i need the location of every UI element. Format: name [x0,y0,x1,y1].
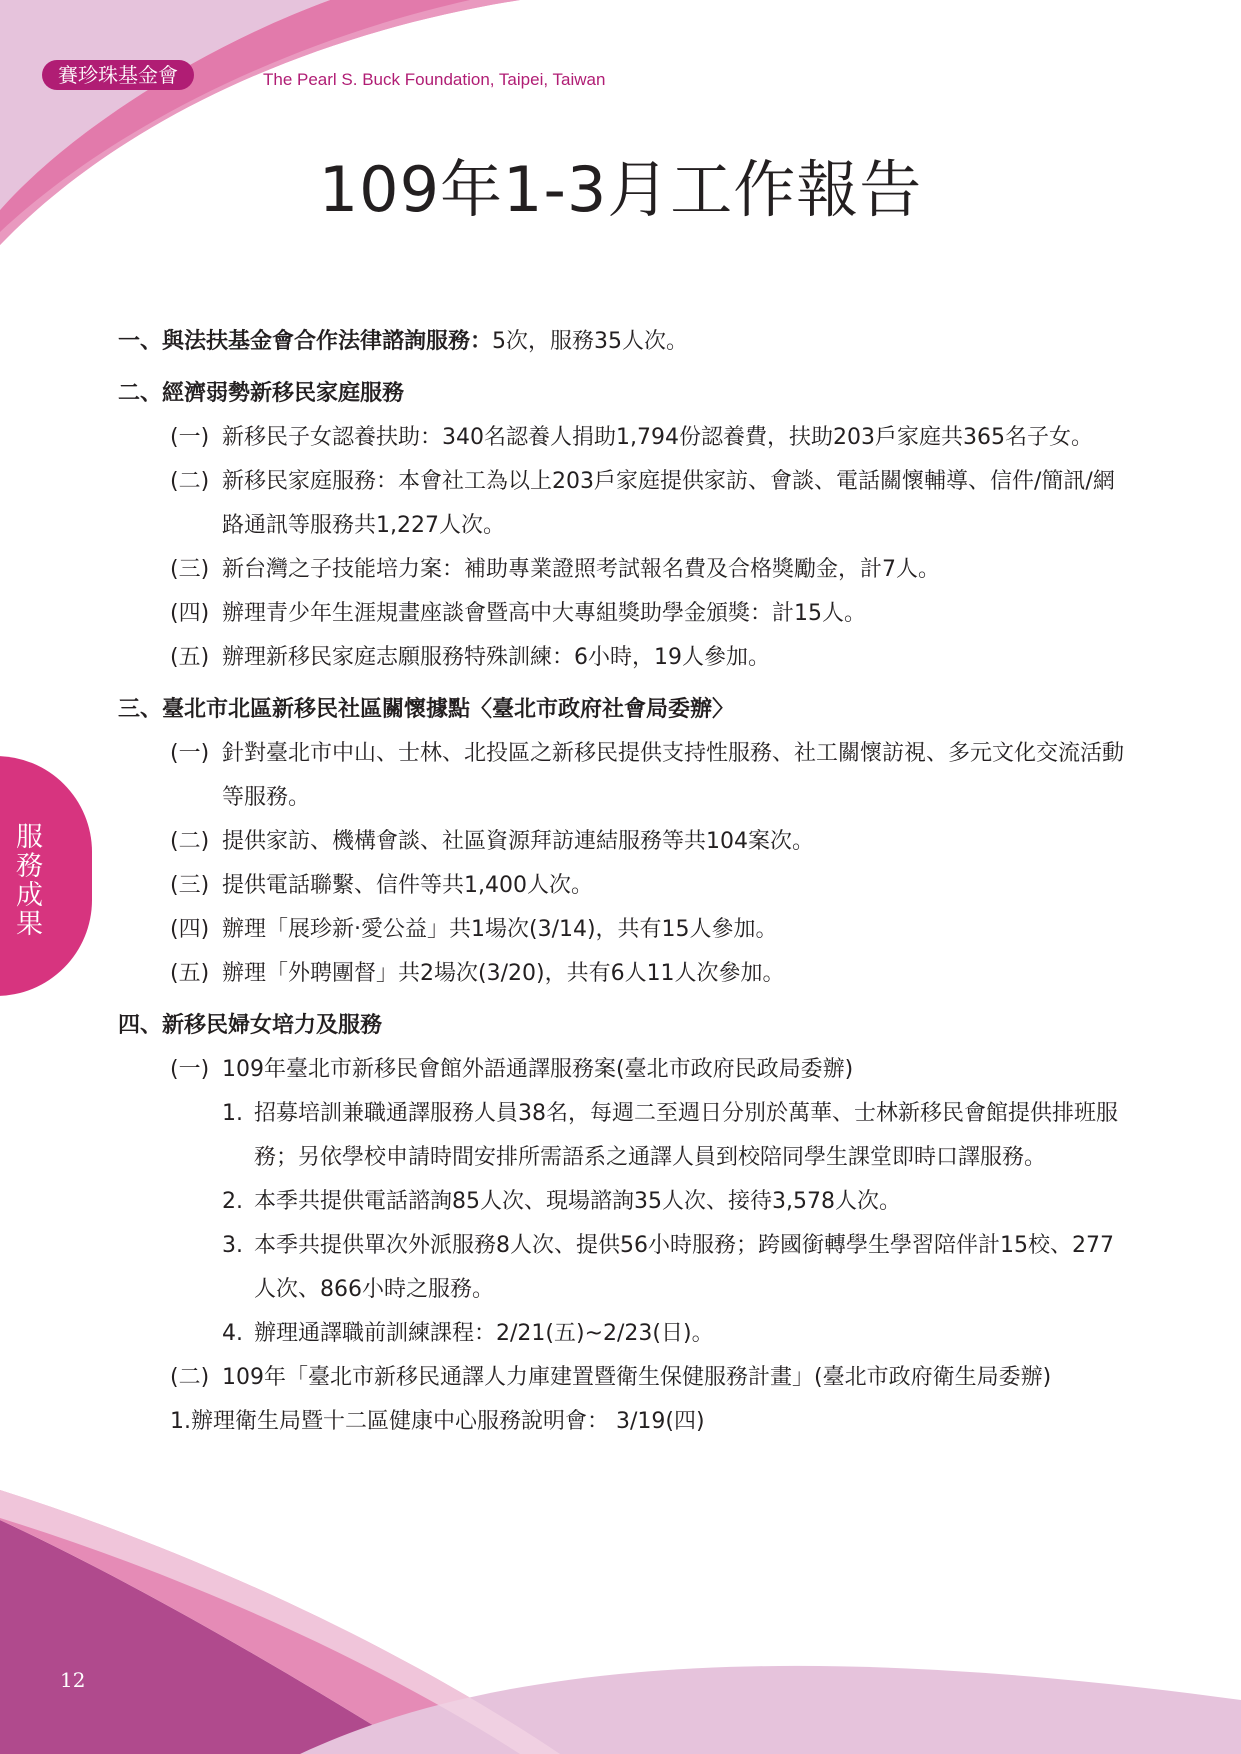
list-item [170,1356,1128,1400]
item-text: 提供家訪、機構會談、社區資源拜訪連結服務等共104案次。 [222,829,814,854]
item-text: 109年「臺北市新移民通譯人力庫建置暨衛生保健服務計畫」(臺北市政府衛生局委辦) [222,1365,1052,1390]
item-marker: (一) [170,1057,210,1082]
item-marker: (二) [170,469,210,494]
list-item [170,820,1128,864]
item-marker: (四) [170,917,210,942]
list-item [170,908,1128,952]
item-text: 針對臺北市中山、士林、北投區之新移民提供支持性服務、社工關懷訪視、多元文化交流活動等服務。 [222,741,1125,810]
item-text: 新移民家庭服務：本會社工為以上203戶家庭提供家訪、會談、電話關懷輔導、信件/簡訊/網路通訊等服務共1,227人次。 [222,469,1115,538]
side-tab-label: 服務成果 [11,822,42,938]
item-text: 109年臺北市新移民會館外語通譯服務案(臺北市政府民政局委辦) [222,1057,854,1082]
list-item [170,416,1128,460]
list-item [170,1048,1128,1092]
item-marker: (三) [170,557,210,582]
numbered-item [222,1180,1128,1224]
item-marker: (二) [170,1365,210,1390]
item-text: 辦理「展珍新‧愛公益」共1場次(3/14)，共有15人參加。 [222,917,778,942]
section-1-description: 5次，服務35人次。 [492,329,689,354]
item-marker: (一) [170,741,210,766]
item-marker: 4. [222,1321,243,1346]
list-item [170,732,1128,820]
item-text: 辦理「外聘團督」共2場次(3/20)，共有6人11人次參加。 [222,961,785,986]
item-text: 招募培訓兼職通譯服務人員38名，每週二至週日分別於萬華、士林新移民會館提供排班服務；另依學校申請時間安排所需語系之通譯人員到校陪同學生課堂即時口譯服務。 [254,1101,1118,1170]
item-marker: (五) [170,961,210,986]
item-marker: (二) [170,829,210,854]
list-item [170,952,1128,996]
item-text: 新台灣之子技能培力案：補助專業證照考試報名費及合格獎勵金，計7人。 [222,557,940,582]
item-marker: 3. [222,1233,243,1258]
list-item [170,460,1128,548]
list-item [170,548,1128,592]
item-text: 辦理通譯職前訓練課程：2/21(五)~2/23(日)。 [254,1321,714,1346]
organization-english-name: The Pearl S. Buck Foundation, Taipei, Taiwan [263,70,606,89]
numbered-item [222,1092,1128,1180]
bottom-light-band [300,1666,1241,1754]
item-text: 提供電話聯繫、信件等共1,400人次。 [222,873,593,898]
section-1 [118,320,1128,364]
item-marker: (一) [170,425,210,450]
section-1-heading: 一、與法扶基金會合作法律諮詢服務： [118,329,493,354]
item-marker: (三) [170,873,210,898]
item-text: 辦理青少年生涯規畫座談會暨高中大專組獎助學金頒獎：計15人。 [222,601,866,626]
item-text: 新移民子女認養扶助：340名認養人捐助1,794份認養費，扶助203戶家庭共365名子女。 [222,425,1093,450]
organization-badge: 賽珍珠基金會 [42,60,194,90]
item-marker: 2. [222,1189,243,1214]
item-text: 本季共提供電話諮詢85人次、現場諮詢35人次、接待3,578人次。 [254,1189,901,1214]
item-text: 辦理新移民家庭志願服務特殊訓練：6小時，19人參加。 [222,645,770,670]
page-title: 109年1-3月工作報告 [318,153,923,226]
item-marker: (五) [170,645,210,670]
item-marker: (四) [170,601,210,626]
list-item [170,864,1128,908]
item-text: 本季共提供單次外派服務8人次、提供56小時服務；跨國銜轉學生學習陪伴計15校、277人次、866小時之服務。 [254,1233,1114,1302]
list-item [170,636,1128,680]
section-4-heading: 四、新移民婦女培力及服務 [118,1013,383,1038]
list-item [170,592,1128,636]
closing-item: 1.辦理衛生局暨十二區健康中心服務說明會： 3/19(四) [170,1409,705,1434]
numbered-item [222,1224,1128,1312]
item-marker: 1. [222,1101,243,1126]
section-3-heading: 三、臺北市北區新移民社區關懷據點〈臺北市政府社會局委辦〉 [118,697,735,722]
section-2-heading: 二、經濟弱勢新移民家庭服務 [118,381,405,406]
page-number: 12 [60,1668,86,1692]
numbered-item [222,1312,1128,1356]
report-body [118,320,1128,1444]
